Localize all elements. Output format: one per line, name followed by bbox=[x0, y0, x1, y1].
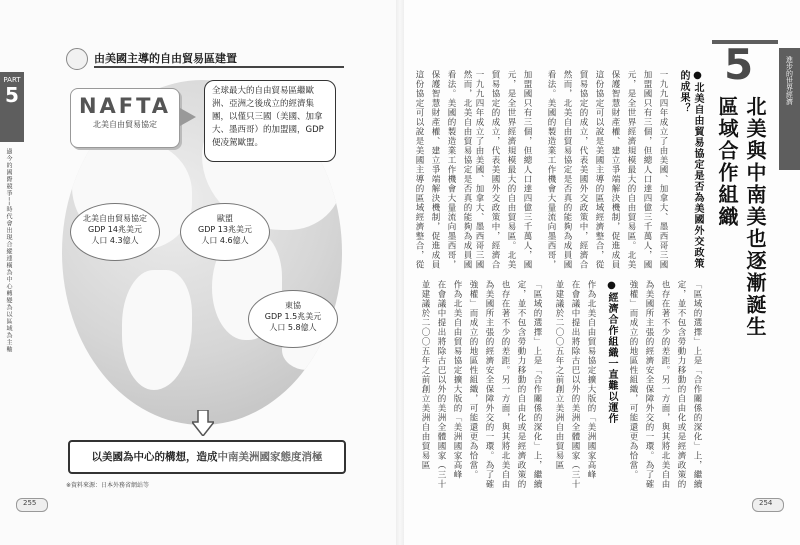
arrow-down-icon bbox=[192, 410, 214, 436]
book-gutter bbox=[396, 0, 404, 545]
part-label: PART bbox=[3, 76, 21, 84]
source-note: ※資料來源：日本外務省網站等 bbox=[66, 482, 150, 489]
nafta-stats-bubble bbox=[70, 203, 160, 261]
body-column: 一九九四年成立了由美國、加拿大、墨西哥三國 bbox=[658, 70, 668, 270]
body-column: 這份協定可以說是美國主導的區域經濟整合，從 bbox=[594, 70, 604, 270]
body-column: 一九九四年成立了由美國、加拿大、墨西哥三國 bbox=[474, 70, 484, 270]
body-column: 貿易協定的成立，代表美國外交政策中，經濟合 bbox=[490, 70, 500, 270]
part-number: 5 bbox=[5, 83, 19, 107]
body-column: 然而，北美自由貿易協定是否真的能夠為成員國 bbox=[562, 70, 572, 270]
body-column: 並建議於二〇〇五年之前創立美洲自由貿易區 bbox=[554, 280, 564, 470]
nafta-subtitle: 北美自由貿易協定 bbox=[93, 120, 157, 129]
part-tab bbox=[0, 72, 24, 142]
body-column: 「區域的選擇」上是「合作關係的深化」上，繼續 bbox=[692, 280, 702, 489]
chapter-title-line1: 北美與中南美也逐漸誕生 bbox=[743, 96, 767, 338]
bubble-population: 人口 4.6億人 bbox=[201, 236, 249, 245]
body-column: 作為北美自由貿易協定擴大版的「美洲國家高峰 bbox=[452, 280, 462, 480]
body-column: 元，是全世界經濟規模最大的自由貿易區。北美 bbox=[506, 70, 516, 270]
conclusion-banner bbox=[68, 440, 346, 474]
figure-title-underline bbox=[94, 66, 344, 68]
section-heading-1-cont: 的成果？ bbox=[678, 70, 689, 114]
bubble-name: 北美自由貿易協定 bbox=[83, 214, 147, 223]
body-column: 也存在著不少的差距。另一方面，與其將北美自由 bbox=[500, 280, 510, 489]
body-column: 定，並不包含勞動力移動的自由化或是經濟政策的 bbox=[516, 280, 526, 489]
body-column: 在會議中提出將除古巴以外的美洲全體國家（三十 bbox=[436, 280, 446, 489]
chapter-tab-label: 進步的世界經濟 bbox=[785, 56, 794, 105]
part-subtitle: 過今的國際競爭──時代會出現合縱連橫為中心轉變為以區域為主軸 bbox=[5, 148, 12, 354]
nafta-description: 全球最大的自由貿易區繼歐洲、亞洲之後成立的經濟集團，以僅只三國（美國、加拿大、墨西哥）的加盟國，GDP便凌駕歐盟。 bbox=[204, 80, 336, 162]
south-america-landmass bbox=[122, 270, 192, 390]
banner-text-part1: 以美國為中心的構想，造成 bbox=[91, 451, 218, 463]
chapter-title-line2: 區域合作組織 bbox=[715, 96, 739, 228]
bubble-name: 歐盟 bbox=[217, 214, 233, 223]
body-column: 加盟國只有三個，但總人口達四億三千萬人，國 bbox=[522, 70, 532, 270]
body-column: 保護智慧財產權、建立爭端解決機制，促進成員 bbox=[430, 70, 440, 270]
body-column: 強權」而成立的地區性組織，可能還更為恰當。 bbox=[468, 280, 478, 480]
bubble-gdp: GDP 1.5兆美元 bbox=[264, 312, 322, 321]
nafta-label-box bbox=[70, 88, 180, 148]
bubble-population: 人口 4.3億人 bbox=[91, 236, 139, 245]
section-heading-2: ●經濟合作組織一直難以運作 bbox=[606, 280, 617, 424]
body-column: 強權」而成立的地區性組織，可能還更為恰當。 bbox=[628, 280, 638, 480]
body-column: 並建議於二〇〇五年之前創立美洲自由貿易區 bbox=[420, 280, 430, 470]
arrow-right-icon bbox=[180, 108, 196, 126]
body-column: 元，是全世界經濟規模最大的自由貿易區。北美 bbox=[626, 70, 636, 270]
figure-title: 由美國主導的自由貿易區建置 bbox=[94, 52, 237, 65]
bubble-gdp: GDP 14兆美元 bbox=[88, 225, 142, 234]
body-column: 為美國所主張的經濟安全保障外交的一環。為了確 bbox=[484, 280, 494, 489]
body-column: 也存在著不少的差距。另一方面，與其將北美自由 bbox=[660, 280, 670, 489]
chapter-tab bbox=[779, 48, 800, 170]
body-column: 然而，北美自由貿易協定是否真的能夠為成員國 bbox=[462, 70, 472, 270]
nafta-title: NAFTA bbox=[78, 94, 172, 118]
eu-stats-bubble bbox=[180, 203, 270, 261]
body-column: 貿易協定的成立，代表美國外交政策中，經濟合 bbox=[578, 70, 588, 270]
body-column: 為美國所主張的經濟安全保障外交的一環。為了確 bbox=[644, 280, 654, 489]
asean-stats-bubble bbox=[248, 290, 338, 348]
body-column: 加盟國只有三個，但總人口達四億三千萬人，國 bbox=[642, 70, 652, 270]
body-column: 保護智慧財產權、建立爭端解決機制，促進成員 bbox=[610, 70, 620, 270]
bubble-population: 人口 5.8億人 bbox=[269, 323, 317, 332]
body-column: 看法。美國的製造業工作機會大量流向墨西哥， bbox=[446, 70, 456, 270]
page-number-right: 254 bbox=[759, 499, 773, 507]
body-column: 在會議中提出將除古巴以外的美洲全體國家（三十 bbox=[570, 280, 580, 489]
banner-text-part2: 中南美洲國家態度消極 bbox=[217, 451, 323, 463]
bubble-gdp: GDP 13兆美元 bbox=[198, 225, 252, 234]
bubble-name: 東協 bbox=[285, 301, 301, 310]
body-column: 「區域的選擇」上是「合作關係的深化」上，繼續 bbox=[532, 280, 542, 489]
section-heading-1: ●北美自由貿易協定是否為美國外交政策 bbox=[692, 70, 703, 269]
body-column: 定，並不包含勞動力移動的自由化或是經濟政策的 bbox=[676, 280, 686, 489]
globe-icon bbox=[66, 48, 88, 70]
body-column: 作為北美自由貿易協定擴大版的「美洲國家高峰 bbox=[586, 280, 596, 480]
body-column: 這份協定可以說是美國主導的區域經濟整合，從 bbox=[414, 70, 424, 270]
chapter-number: 5 bbox=[724, 40, 754, 89]
body-column: 看法。美國的製造業工作機會大量流向墨西哥， bbox=[546, 70, 556, 270]
page-number-left: 255 bbox=[23, 499, 37, 507]
